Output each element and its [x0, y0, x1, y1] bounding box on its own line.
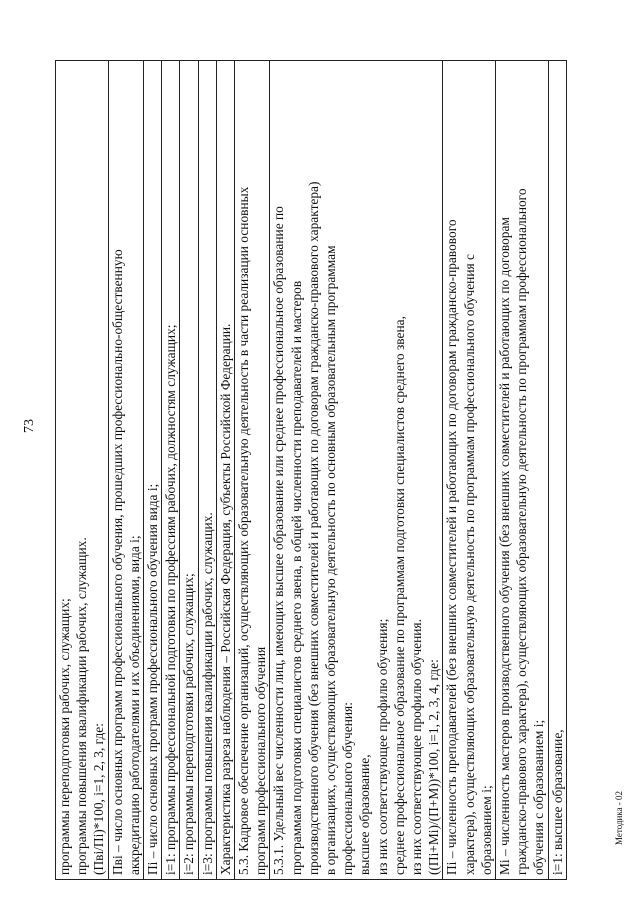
text-line: ((Пi+Мi)/(П+М))*100, i=1, 2, 3, 4, где: [426, 659, 442, 875]
text-line: Характеристика разреза наблюдения – Российская Федерация, субъекты Российской Федерации. [217, 323, 233, 875]
text-line: i=3: программы повышения квалификации рабочих, служащих. [199, 512, 215, 875]
table-row [108, 61, 143, 879]
table-row [198, 61, 216, 879]
text-line: характера), осуществляющих образовательную деятельность по программам профессионального обучения с [461, 254, 477, 875]
text-line: i=1: высшее образование, [549, 729, 565, 875]
table-row [143, 61, 161, 879]
text-line: программ профессионального обучения [253, 646, 269, 875]
text-line: 5.3. Кадровое обеспечение организаций, осуществляющих образовательную деятельность в части реализации основных [236, 186, 252, 875]
table-row [161, 61, 179, 879]
text-line: образованием i; [478, 785, 494, 875]
indicator-table [55, 60, 567, 880]
text-line: среднее профессиональное образование по программам подготовки специалистов среднего звена, [391, 316, 407, 875]
rotated-content [55, 60, 565, 880]
text-line: производственного обучения (без внешних совместителей и работающих по договорам гражданско-правового характера) [305, 181, 321, 875]
text-line: из них соответствующее профилю обучения; [374, 618, 390, 875]
text-line: программы повышения квалификации рабочих, служащих. [74, 537, 90, 875]
text-line: программы переподготовки рабочих, служащих; [57, 598, 72, 875]
text-line: гражданско-правового характера), осуществляющих образовательную деятельность по программам профессионального [514, 188, 530, 875]
text-line: Пi – число основных программ профессионального обучения вида i; [145, 483, 161, 875]
text-line: высшее образование, [357, 754, 373, 875]
text-line: i=1: программы профессиональной подготовки по профессиям рабочих, должностям служащих; [163, 324, 179, 875]
text-line: из них соответствующее профилю обучения. [409, 619, 425, 875]
table-row [269, 61, 442, 879]
text-line: i=2: программы переподготовки рабочих, служащих; [181, 573, 197, 875]
footer-text: Методика - 02 [614, 790, 624, 845]
text-line: Мi – численность мастеров производственного обучения (без внешних совместителей и работающих по договорам [497, 217, 513, 875]
table-row [179, 61, 197, 879]
table-row [442, 61, 495, 879]
text-line: аккредитацию работодателями и их объединениями, вида i; [126, 535, 142, 875]
text-line: в организациях, осуществляющих образовательную деятельность по основным образовательным программам [323, 245, 339, 875]
table-row [216, 61, 234, 879]
page-number: 73 [22, 419, 37, 433]
text-line: программам подготовки специалистов среднего звена, в общей численности преподавателей и мастеров [288, 280, 304, 875]
table-row [495, 61, 548, 879]
text-line: обучения с образованием i; [531, 719, 547, 875]
text-line: (Пвi/Пi)*100, i=1, 2, 3, где: [91, 723, 107, 875]
table-row [548, 61, 566, 879]
text-line: Пвi – число основных программ профессионального обучения, прошедших профессионально-общественную [109, 249, 125, 875]
text-line: профессионального обучения: [340, 702, 356, 875]
table-row [234, 61, 269, 879]
table-row [56, 61, 108, 879]
text-line: Пi – численность преподавателей (без внешних совместителей и работающих по договорам гражданско-правового [444, 219, 460, 875]
text-line: 5.3.1. Удельный вес численности лиц, имеющих высшее образование или среднее профессиональное образование по [271, 206, 287, 875]
